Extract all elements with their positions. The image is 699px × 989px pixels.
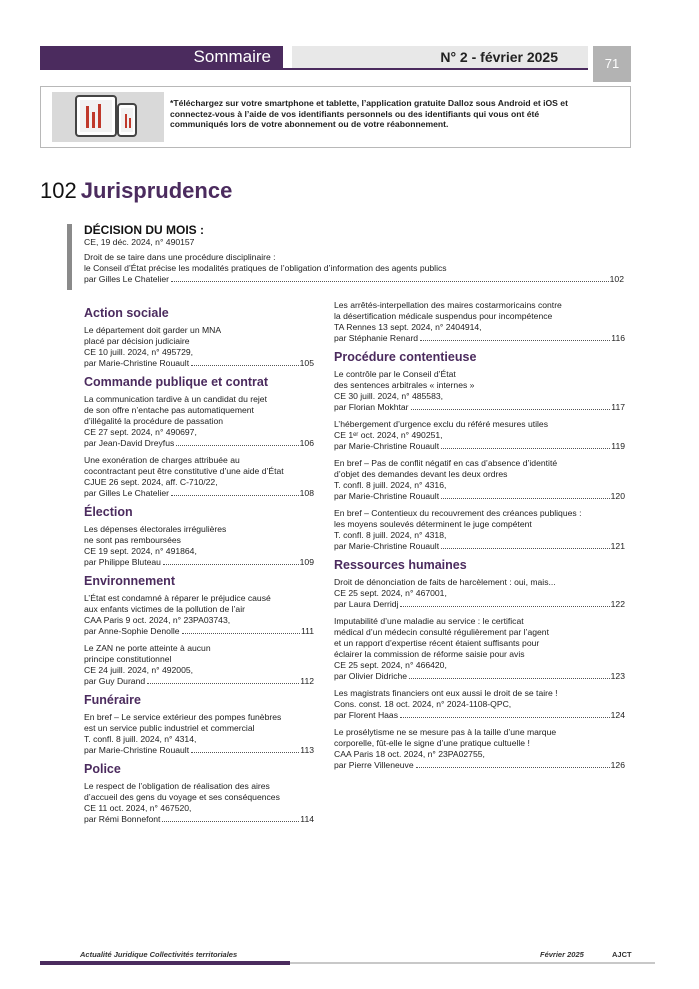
toc-entry[interactable] [334,300,625,344]
leader-dots [171,281,609,282]
toc-entry[interactable] [84,781,314,825]
footer-code: AJCT [612,950,632,959]
entry-line: Le département doit garder un MNA [84,325,222,335]
category-heading: Procédure contentieuse [334,350,477,364]
entry-line: d’objet des demandes devant les deux ordres [334,469,508,479]
entry-line: d’accueil des gens du voyage et ses conséquences [84,792,280,802]
entry-line: Le contrôle par le Conseil d’État [334,369,456,379]
entry-line: CE 25 sept. 2024, n° 467001, [334,588,447,598]
entry-line: Le prosélytisme ne se mesure pas à la taille d’une marque [334,727,557,737]
category-heading: Police [84,762,121,776]
entry-page: 116 [611,333,625,343]
leader-dots [171,495,299,496]
footer-rule-light [290,962,655,964]
entry-line: cocontractant peut être constitutive d’une aide d’État [84,466,284,476]
category-heading: Élection [84,505,133,519]
toc-entry[interactable] [334,727,625,771]
entry-author-line [334,710,625,721]
entry-author: par Laura Derridj [334,599,399,609]
entry-line: CJUE 26 sept. 2024, aff. C-710/22, [84,477,218,487]
toc-entry[interactable] [334,616,625,682]
entry-line: L’État est condamné à réparer le préjudice causé [84,593,271,603]
entry-line: corporelle, fût-elle le signe d’une pratique cultuelle ! [334,738,530,748]
header-underline [40,68,588,70]
header-title: Sommaire [40,46,283,68]
entry-line: Cons. const. 18 oct. 2024, n° 2024-1108-QPC, [334,699,512,709]
entry-line: T. confl. 8 juill. 2024, n° 4314, [84,734,197,744]
entry-author: par Marie-Christine Rouault [84,358,190,368]
leader-dots [400,606,609,607]
entry-author: par Florent Haas [334,710,399,720]
entry-line: Droit de dénonciation de faits de harcèlement : oui, mais... [334,577,556,587]
entry-line: CE 24 juill. 2024, n° 492005, [84,665,194,675]
toc-entry[interactable] [84,524,314,568]
leader-dots [147,683,299,684]
entry-author-line [334,491,625,502]
entry-author: par Stéphanie Renard [334,333,419,343]
leader-dots [411,409,611,410]
leader-dots [416,767,610,768]
toc-entry[interactable] [334,577,625,610]
category-heading: Commande publique et contrat [84,375,269,389]
entry-page: 106 [299,438,314,448]
entry-line: Le respect de l’obligation de réalisation des aires [84,781,270,791]
entry-author-line [84,814,314,825]
entry-page: 111 [300,626,314,636]
entry-page: 108 [299,488,314,498]
entry-line: éclairer la commission de réforme saisie pour avis [334,649,525,659]
entry-author: par Philippe Bluteau [84,557,161,567]
decision-page: 102 [609,274,624,284]
entry-line: CAA Paris 9 oct. 2024, n° 23PA03743, [84,615,231,625]
issue-label: N° 2 - février 2025 [292,46,588,68]
toc-entry[interactable] [84,593,314,637]
leader-dots [176,445,298,446]
entry-page: 113 [300,745,314,755]
entry-author: par Florian Mokhtar [334,402,409,412]
section-title [40,178,232,204]
entry-page: 126 [610,760,625,770]
entry-author-line [84,745,314,756]
toc-entry[interactable] [334,419,625,452]
entry-author-line [334,599,625,610]
entry-line: de son offre n’entache pas automatiquement [84,405,254,415]
entry-page: 114 [300,814,314,824]
entry-author-line [334,333,625,344]
category-heading: Environnement [84,574,175,588]
entry-line: En bref – Contentieux du recouvrement des créances publiques : [334,508,582,518]
entry-author-line [334,441,625,452]
entry-page: 124 [610,710,625,720]
toc-entry[interactable] [84,643,314,687]
entry-line: d’illégalité la procédure de passation [84,416,224,426]
page-number: 71 [593,46,631,82]
entry-line: La communication tardive à un candidat du rejet [84,394,267,404]
entry-line: En bref – Le service extérieur des pompes funèbres [84,712,282,722]
category-heading: Action sociale [84,306,169,320]
entry-line: principe constitutionnel [84,654,172,664]
entry-author: par Gilles Le Chatelier [84,488,170,498]
decision-reference: CE, 19 déc. 2024, n° 490157 [84,237,195,247]
decision-author: par Gilles Le Chatelier [84,274,170,284]
entry-author-line [84,488,314,499]
entry-line: CE 30 juill. 2024, n° 485583, [334,391,444,401]
entry-author-line [334,541,625,552]
entry-author-line [84,438,314,449]
entry-line: CE 27 sept. 2024, n° 490697, [84,427,197,437]
entry-line: aux enfants victimes de la pollution de l’air [84,604,245,614]
entry-author-line [334,760,625,771]
section-name: Jurisprudence [80,178,233,203]
entry-line: Les arrêtés-interpellation des maires costarmoricains contre [334,300,562,310]
entry-author: par Marie-Christine Rouault [84,745,190,755]
decision-line: le Conseil d’État précise les modalités pratiques de l’obligation d’information des agents publics [84,263,447,273]
category-heading: Funéraire [84,693,141,707]
leader-dots [162,821,299,822]
decision-line: Droit de se taire dans une procédure disciplinaire : [84,252,276,262]
decision-summary [84,252,624,285]
decision-accent-bar [67,224,72,290]
leader-dots [441,548,610,549]
entry-author: par Jean-David Dreyfus [84,438,175,448]
leader-dots [191,752,299,753]
entry-line: CE 1ᵉʳ oct. 2024, n° 490251, [334,430,443,440]
footer-date: Février 2025 [540,950,584,959]
entry-author-line [334,671,625,682]
leader-dots [420,340,610,341]
leader-dots [163,564,299,565]
left-column [84,300,314,831]
toc-entry[interactable] [334,688,625,721]
entry-page: 112 [300,676,314,686]
entry-page: 119 [611,441,625,451]
entry-line: est un service public industriel et commercial [84,723,255,733]
entry-author: par Marie-Christine Rouault [334,441,440,451]
toc-entry[interactable] [84,325,314,369]
entry-line: la désertification médicale suspendus pour incompétence [334,311,553,321]
devices-panel [52,92,164,142]
entry-line: Imputabilité d’une maladie au service : le certificat [334,616,524,626]
entry-page: 122 [610,599,625,609]
entry-author: par Marie-Christine Rouault [334,541,440,551]
entry-line: L’hébergement d’urgence exclu du référé mesures utiles [334,419,549,429]
section-number: 102 [40,178,77,203]
entry-author: par Olivier Didriche [334,671,408,681]
entry-author: par Pierre Villeneuve [334,760,414,770]
footer-journal: Actualité Juridique Collectivités territoriales [80,950,238,959]
toc-entry[interactable] [334,508,625,552]
leader-dots [441,498,610,499]
entry-line: Les magistrats financiers ont eux aussi le droit de se taire ! [334,688,558,698]
right-column [334,300,625,777]
entry-author-line [84,626,314,637]
decision-author-line[interactable] [84,274,624,285]
entry-author-line [84,676,314,687]
entry-author: par Guy Durand [84,676,146,686]
entry-author: par Rémi Bonnefont [84,814,161,824]
toc-entry[interactable] [84,455,314,499]
entry-line: et un rapport d’expertise récent étaient suffisants pour [334,638,540,648]
entry-line: T. confl. 8 juill. 2024, n° 4318, [334,530,447,540]
category-heading: Ressources humaines [334,558,467,572]
entry-author: par Marie-Christine Rouault [334,491,440,501]
entry-line: CE 25 sept. 2024, n° 466420, [334,660,447,670]
toc-entry[interactable] [334,458,625,502]
entry-author-line [84,358,314,369]
leader-dots [182,633,300,634]
entry-line: Les dépenses électorales irrégulières [84,524,227,534]
entry-author: par Anne-Sophie Denolle [84,626,180,636]
entry-line: Une exonération de charges attribuée au [84,455,240,465]
entry-page: 121 [610,541,625,551]
entry-line: CE 11 oct. 2024, n° 467520, [84,803,192,813]
leader-dots [409,678,610,679]
entry-author-line [84,557,314,568]
entry-line: les moyens soulevés déterminent le juge compétent [334,519,532,529]
leader-dots [441,448,610,449]
leader-dots [191,365,299,366]
entry-page: 117 [611,402,625,412]
entry-line: CAA Paris 18 oct. 2024, n° 23PA02755, [334,749,485,759]
entry-line: des sentences arbitrales « internes » [334,380,475,390]
entry-line: T. confl. 8 juill. 2024, n° 4316, [334,480,447,490]
entry-line: ne sont pas remboursées [84,535,181,545]
footer-rule [40,961,290,965]
entry-line: CE 10 juill. 2024, n° 495729, [84,347,194,357]
decision-title: DÉCISION DU MOIS : [84,223,205,237]
devices-icon [52,92,164,142]
entry-line: CE 19 sept. 2024, n° 491864, [84,546,197,556]
entry-page: 109 [299,557,314,567]
toc-entry[interactable] [84,394,314,449]
download-instructions: *Téléchargez sur votre smartphone et tablette, l’application gratuite Dalloz sous Android et iOS et connectez-vous à l’aide de vos identifiants personnels ou des identifiants qui vous ont été communiqués lors de votre abonnement ou de votre réabonnement. [170,98,568,129]
entry-page: 123 [610,671,625,681]
entry-line: médical d’un médecin consulté régulièrement par l’agent [334,627,549,637]
entry-page: 105 [299,358,314,368]
entry-line: TA Rennes 13 sept. 2024, n° 2404914, [334,322,482,332]
entry-page: 120 [610,491,625,501]
entry-line: Le ZAN ne porte atteinte à aucun [84,643,211,653]
entry-line: En bref – Pas de conflit négatif en cas d’absence d’identité [334,458,558,468]
entry-author-line [334,402,625,413]
leader-dots [400,717,610,718]
entry-line: placé par décision judiciaire [84,336,190,346]
toc-entry[interactable] [334,369,625,413]
toc-entry[interactable] [84,712,314,756]
